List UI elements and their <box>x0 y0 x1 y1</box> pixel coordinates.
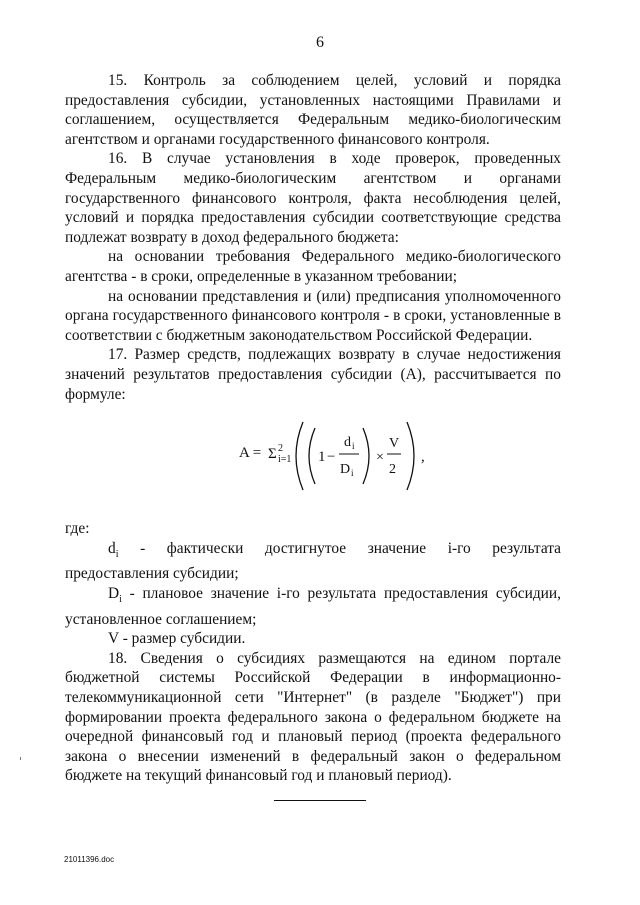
formula-v-denominator: 2 <box>389 462 396 478</box>
formula-one: 1 <box>318 449 326 466</box>
paragraph-18: 18. Сведения о субсидиях размещаются на едином портале бюджетной системы Российской Федерации в информационно-телекоммуникационной сети "Интернет" (в разделе "Бюджет") при формировании проекта федерального закона о федеральном бюджете на очередной финансовый год и плановый период (проекта федерального закона о внесении изменений в федеральный закон о федеральном бюджете на текущий финансовый год и плановый период). <box>65 649 561 785</box>
formula-denominator: D <box>340 462 351 478</box>
definition-D-symbol: D <box>108 584 120 602</box>
definition-d-index: i <box>115 548 119 560</box>
formula-sum-sign: Σ <box>268 446 277 463</box>
definition-d-symbol: d <box>108 539 116 557</box>
formula-comma: , <box>421 449 425 466</box>
formula-v: V <box>389 436 400 452</box>
inner-left-paren <box>309 428 315 484</box>
formula-numerator: d <box>344 435 351 451</box>
end-divider <box>274 800 366 801</box>
formula-minus: − <box>327 449 336 466</box>
outer-right-paren <box>407 422 414 490</box>
footer-file-code: 21011396.doc <box>64 855 115 864</box>
where-label: где: <box>65 520 90 538</box>
definition-d <box>65 539 561 584</box>
page-number: 6 <box>316 34 324 51</box>
paragraph-16: 16. В случае установления в ходе проверок, проведенных Федеральным медико-биологическим агентством и органами государственного финансового контроля, факта несоблюдения целей, условий и порядка предоставления субсидии соответствующие средства подлежат возврату в доход федерального бюджета: <box>65 150 561 246</box>
paragraph-16-item-1: на основании требования Федерального медико-биологического агентства - в сроки, определенные в указанном требовании; <box>65 248 561 285</box>
definition-D <box>65 584 561 629</box>
margin-mark <box>20 757 21 760</box>
formula-numerator-index: i <box>352 441 355 452</box>
paragraph-15: 15. Контроль за соблюдением целей, условий и порядка предоставления субсидии, установленных настоящими Правилами и соглашением, осуществляется Федеральным медико-биологическим агентством и органами государственного финансового контроля. <box>65 72 561 148</box>
definition-D-index: i <box>119 594 122 606</box>
formula <box>65 412 561 502</box>
paragraph-17: 17. Размер средств, подлежащих возврату в случае недостижения значений результатов предоставления субсидии (A), рассчитывается по формуле: <box>65 346 561 403</box>
outer-left-paren <box>296 422 303 490</box>
formula-sum-upper: 2 <box>278 443 283 455</box>
definition-D-text: - плановое значение i-го результата предоставления субсидии, установленное соглашением; <box>65 584 561 628</box>
formula-lhs: A = <box>239 445 262 462</box>
inner-right-paren <box>363 428 369 484</box>
formula-times: × <box>376 450 384 466</box>
formula-denominator-index: i <box>351 468 354 479</box>
paragraph-16-item-2: на основании представления и (или) предписания уполномоченного органа государственного финансового контроля - в сроки, установленные в соответствии с бюджетным законодательством Российской Федерации. <box>65 287 561 344</box>
definition-V <box>65 629 561 649</box>
formula-graphic <box>235 412 465 502</box>
document-body <box>65 71 561 786</box>
formula-sum-lower: i=1 <box>278 454 292 466</box>
definition-V-symbol: V <box>108 630 119 648</box>
definition-V-text: - размер субсидии. <box>118 630 246 648</box>
definition-d-text: - фактически достигнутое значение i-го результата предоставления субсидии; <box>65 539 561 583</box>
